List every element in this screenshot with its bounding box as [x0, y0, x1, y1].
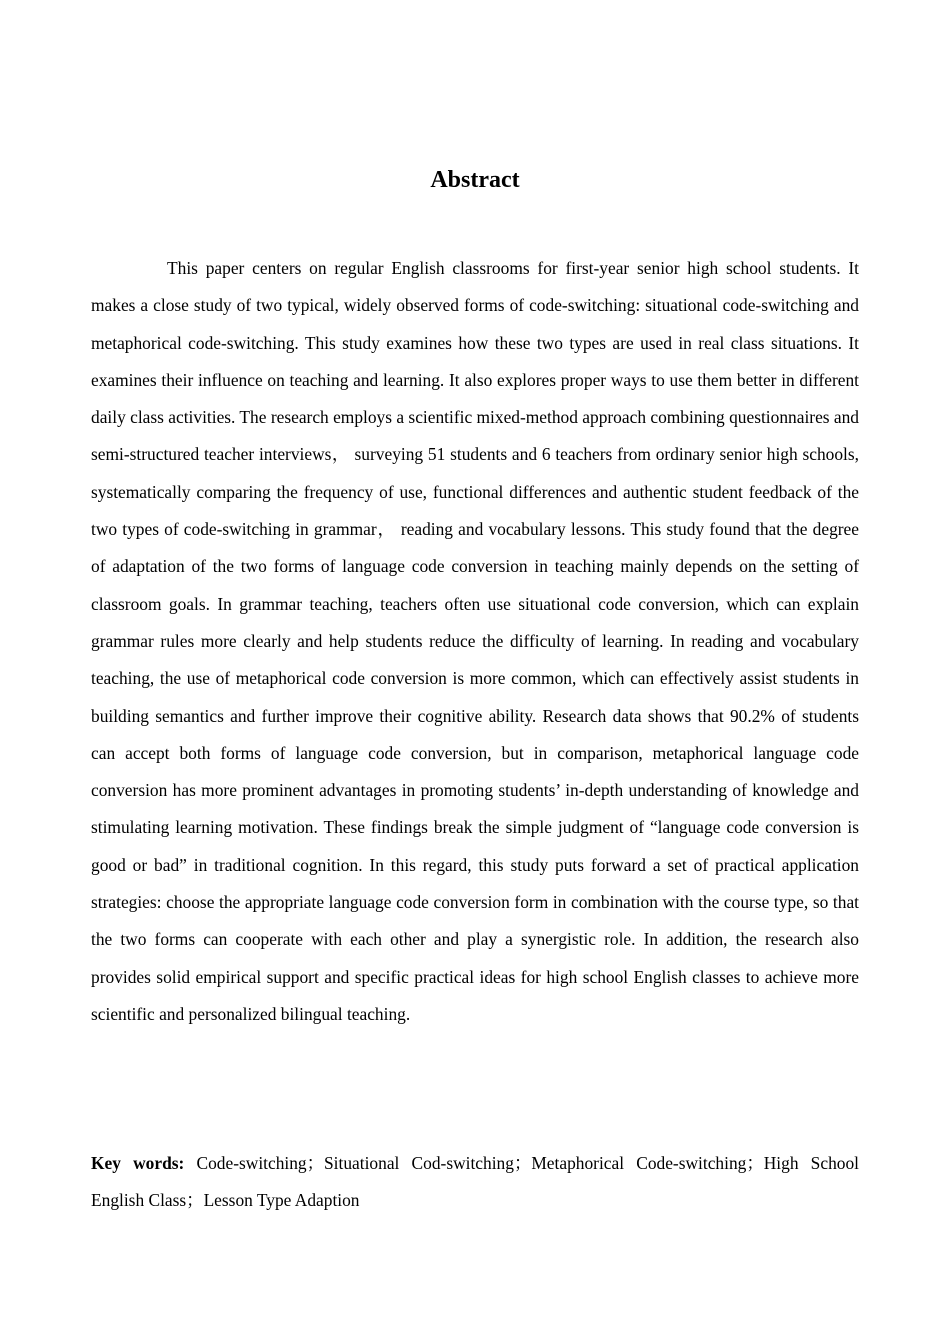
abstract-paragraph: This paper centers on regular English classrooms for first-year senior high school students. It makes a close study of two typical, widely observed forms of code-switching: situational code-switching and metaphorical code-switching. This study examines how these two types are used in real class situations. It examines their influence on teaching and learning. It also explores proper ways to use them better in different daily class activities. The research employs a scientific mixed-method approach combining questionnaires and semi-structured teacher interviews， surveying 51 students and 6 teachers from ordinary senior high schools, systematically comparing the frequency of use, functional differences and authentic student feedback of the two types of code-switching in grammar， reading and vocabulary lessons. This study found that the degree of adaptation of the two forms of language code conversion in teaching mainly depends on the setting of classroom goals. In grammar teaching, teachers often use situational code conversion, which can explain grammar rules more clearly and help students reduce the difficulty of learning. In reading and vocabulary teaching, the use of metaphorical code conversion is more common, which can effectively assist students in building semantics and further improve their cognitive ability. Research data shows that 90.2% of students can accept both forms of language code conversion, but in comparison, metaphorical language code conversion has more prominent advantages in promoting students’ in-depth understanding of knowledge and stimulating learning motivation. These findings break the simple judgment of “language code conversion is good or bad” in traditional cognition. In this regard, this study puts forward a set of practical application strategies: choose the appropriate language code conversion form in combination with the course type, so that the two forms can cooperate with each other and play a synergistic role. In addition, the research also provides solid empirical support and specific practical ideas for high school English classes to achieve more scientific and personalized bilingual teaching.	[91, 258, 860, 1024]
page-title: Abstract	[430, 167, 520, 193]
keywords-label: Key words:	[91, 1153, 185, 1173]
keywords-line	[91, 1145, 859, 1220]
keywords-text: Code-switching；Situational Cod-switching；Metaphorical Code-switching；High School English Class；Lesson Type Adaption	[91, 1153, 859, 1211]
